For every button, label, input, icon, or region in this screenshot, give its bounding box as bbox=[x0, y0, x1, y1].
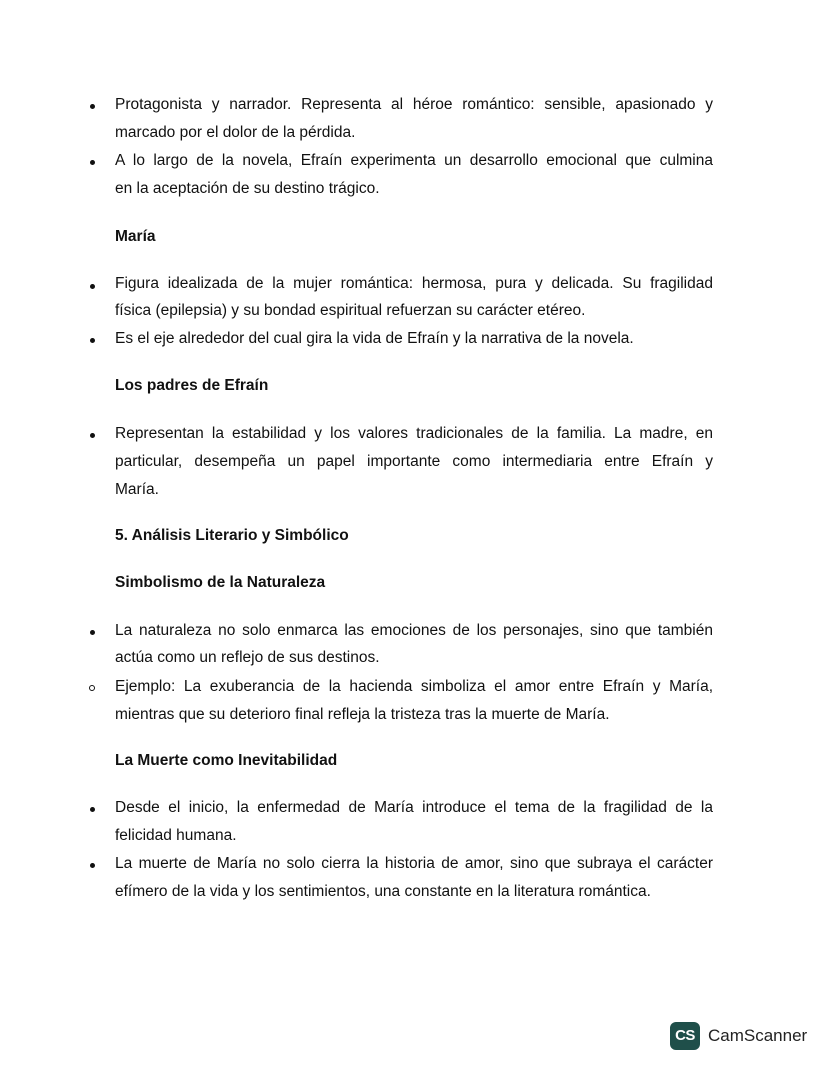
muerte-bullet-1-line-1: Desde el inicio, la enfermedad de María introduce el tema de la fragilidad de la bbox=[115, 799, 713, 816]
camscanner-brand-text: CamScanner bbox=[708, 1026, 808, 1045]
bullet-dot bbox=[90, 630, 95, 635]
muerte-heading: La Muerte como Inevitabilidad bbox=[115, 752, 338, 769]
bullet-dot bbox=[90, 160, 95, 165]
bullet-dot bbox=[90, 433, 95, 438]
camscanner-logo-icon: CS bbox=[670, 1022, 700, 1050]
padres-bullet-1-line-3: María. bbox=[115, 481, 159, 498]
maria-bullet-2-line-1: Es el eje alrededor del cual gira la vida de Efraín y la narrativa de la novela. bbox=[115, 330, 634, 347]
maria-heading: María bbox=[115, 228, 156, 245]
section-5-heading: 5. Análisis Literario y Simbólico bbox=[115, 527, 349, 544]
efrain-bullet-2-line-1: A lo largo de la novela, Efraín experimenta un desarrollo emocional que culmina bbox=[115, 152, 713, 169]
simbolismo-sub-bullet-line-1: Ejemplo: La exuberancia de la hacienda simboliza el amor entre Efraín y María, bbox=[115, 678, 713, 695]
padres-heading: Los padres de Efraín bbox=[115, 377, 269, 394]
simbolismo-heading: Simbolismo de la Naturaleza bbox=[115, 574, 326, 591]
padres-bullet-1-line-2: particular, desempeña un papel importante como intermediaria entre Efraín y bbox=[115, 453, 713, 470]
simbolismo-bullet-1-line-2: actúa como un reflejo de sus destinos. bbox=[115, 649, 380, 666]
bullet-dot bbox=[90, 807, 95, 812]
simbolismo-bullet-1-line-1: La naturaleza no solo enmarca las emociones de los personajes, sino que también bbox=[115, 622, 713, 639]
padres-bullet-1-line-1: Representan la estabilidad y los valores tradicionales de la familia. La madre, en bbox=[115, 425, 713, 442]
muerte-bullet-2-line-1: La muerte de María no solo cierra la historia de amor, sino que subraya el carácter bbox=[115, 855, 713, 872]
bullet-dot bbox=[90, 338, 95, 343]
efrain-bullet-2-line-2: en la aceptación de su destino trágico. bbox=[115, 180, 380, 197]
bullet-dot bbox=[90, 104, 95, 109]
maria-bullet-1-line-1: Figura idealizada de la mujer romántica: hermosa, pura y delicada. Su fragilidad bbox=[115, 275, 713, 292]
efrain-bullet-1-line-2: marcado por el dolor de la pérdida. bbox=[115, 124, 356, 141]
muerte-bullet-1-line-2: felicidad humana. bbox=[115, 827, 237, 844]
simbolismo-sub-bullet-line-2: mientras que su deterioro final refleja la tristeza tras la muerte de María. bbox=[115, 706, 610, 723]
muerte-bullet-2-line-2: efímero de la vida y los sentimientos, una constante en la literatura romántica. bbox=[115, 883, 651, 900]
maria-bullet-1-line-2: física (epilepsia) y su bondad espiritual refuerzan su carácter etéreo. bbox=[115, 302, 586, 319]
efrain-bullet-1-line-1: Protagonista y narrador. Representa al héroe romántico: sensible, apasionado y bbox=[115, 96, 713, 113]
bullet-dot bbox=[90, 863, 95, 868]
bullet-dot bbox=[90, 284, 95, 289]
sub-bullet-circle bbox=[89, 685, 95, 691]
